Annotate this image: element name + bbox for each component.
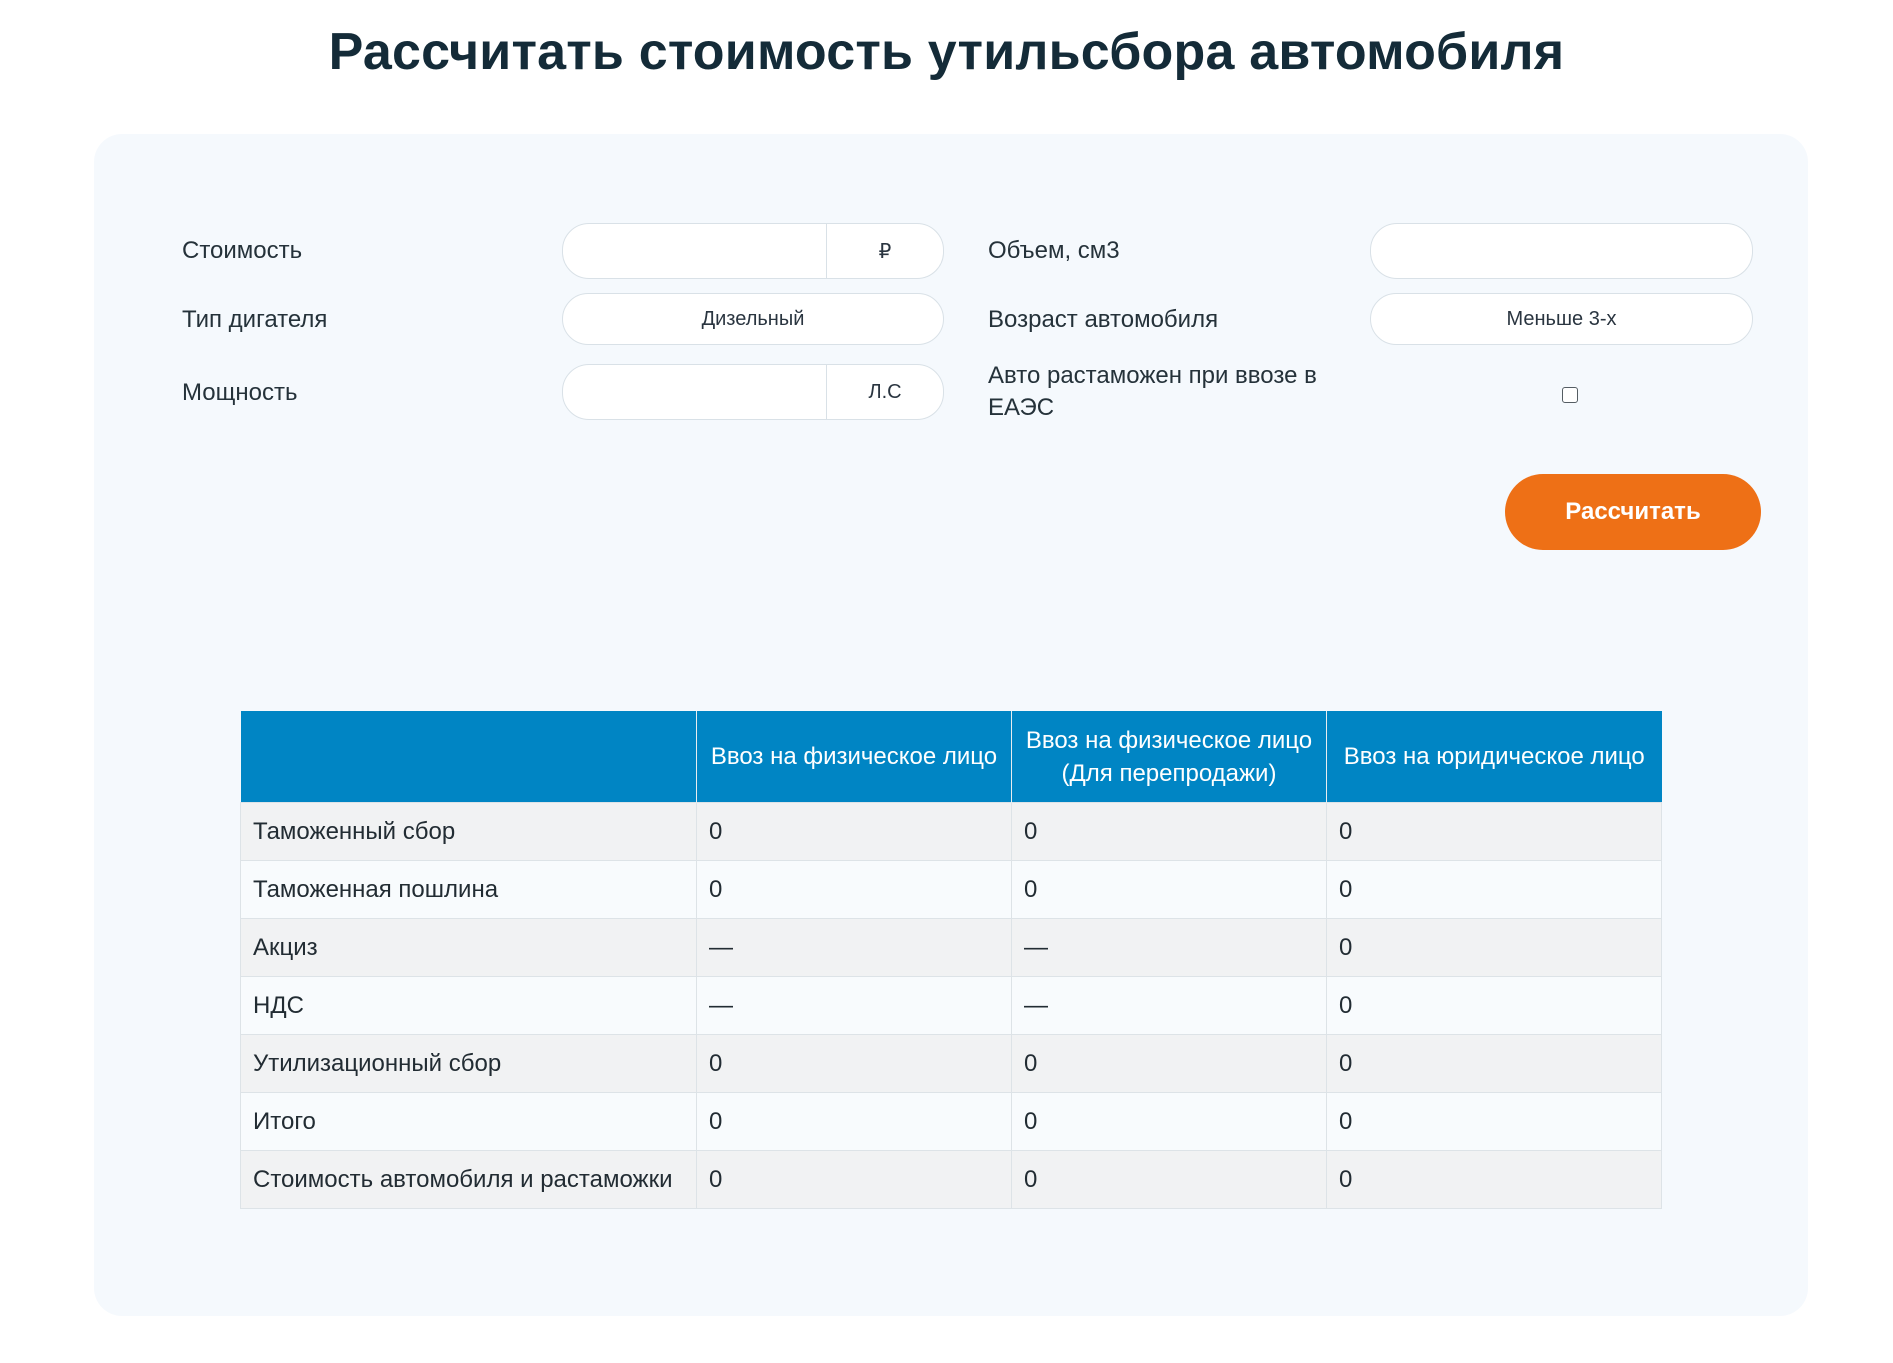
table-cell: 0 (1327, 919, 1662, 977)
power-label: Мощность (182, 379, 298, 406)
cost-field (562, 223, 944, 279)
row-label: Итого (241, 1093, 697, 1151)
car-age-select[interactable]: Меньше 3-х (1370, 293, 1753, 345)
cost-label: Стоимость (182, 237, 303, 264)
table-cell: 0 (1327, 803, 1662, 861)
table-row (241, 803, 1662, 861)
volume-label: Объем, см3 (988, 237, 1120, 264)
cost-input[interactable] (563, 224, 826, 278)
table-cell: 0 (697, 1151, 1012, 1209)
header-cell-legal-entity: Ввоз на юридическое лицо (1327, 711, 1662, 803)
table-cell: 0 (1327, 977, 1662, 1035)
engine-type-label: Тип дигателя (182, 306, 328, 333)
page-title: Рассчитать стоимость утильсбора автомобиля (328, 23, 1565, 81)
cost-unit: ₽ (826, 224, 943, 278)
table-row (241, 861, 1662, 919)
table-cell: 0 (1327, 861, 1662, 919)
table-cell: 0 (1012, 1035, 1327, 1093)
table-cell: 0 (1327, 1035, 1662, 1093)
table-cell: — (1012, 977, 1327, 1035)
table-cell: 0 (1327, 1151, 1662, 1209)
row-label: Стоимость автомобиля и растаможки (241, 1151, 697, 1209)
volume-input[interactable] (1371, 224, 1752, 278)
row-label: НДС (241, 977, 697, 1035)
row-label: Акциз (241, 919, 697, 977)
header-cell-individual: Ввоз на физическое лицо (697, 711, 1012, 803)
table-cell: — (1012, 919, 1327, 977)
table-row (241, 1035, 1662, 1093)
eaeu-cleared-checkbox[interactable] (1562, 387, 1578, 403)
table-row (241, 1093, 1662, 1151)
engine-type-select[interactable]: Дизельный (562, 293, 944, 345)
table-cell: 0 (1012, 803, 1327, 861)
table-cell: 0 (697, 861, 1012, 919)
table-cell: — (697, 977, 1012, 1035)
car-age-label: Возраст автомобиля (988, 306, 1219, 333)
results-table (240, 711, 1662, 1209)
header-cell-empty (241, 711, 697, 803)
table-cell: 0 (697, 1093, 1012, 1151)
table-row (241, 1151, 1662, 1209)
volume-field (1370, 223, 1753, 279)
row-label: Утилизационный сбор (241, 1035, 697, 1093)
table-cell: 0 (1012, 861, 1327, 919)
row-label: Таможенный сбор (241, 803, 697, 861)
table-cell: 0 (697, 803, 1012, 861)
calculate-button[interactable]: Рассчитать (1505, 474, 1761, 550)
table-cell: 0 (697, 1035, 1012, 1093)
header-cell-individual-resale: Ввоз на физическое лицо (Для перепродажи) (1012, 711, 1327, 803)
power-field (562, 364, 944, 420)
table-row (241, 919, 1662, 977)
table-row (241, 977, 1662, 1035)
table-cell: 0 (1012, 1093, 1327, 1151)
table-cell: 0 (1012, 1151, 1327, 1209)
row-label: Таможенная пошлина (241, 861, 697, 919)
power-input[interactable] (563, 365, 826, 419)
table-cell: — (697, 919, 1012, 977)
eaeu-cleared-label: Авто растаможен при ввозе в ЕАЭС (988, 362, 1317, 421)
results-header-row (241, 711, 1662, 803)
power-unit: Л.С (826, 365, 943, 419)
table-cell: 0 (1327, 1093, 1662, 1151)
